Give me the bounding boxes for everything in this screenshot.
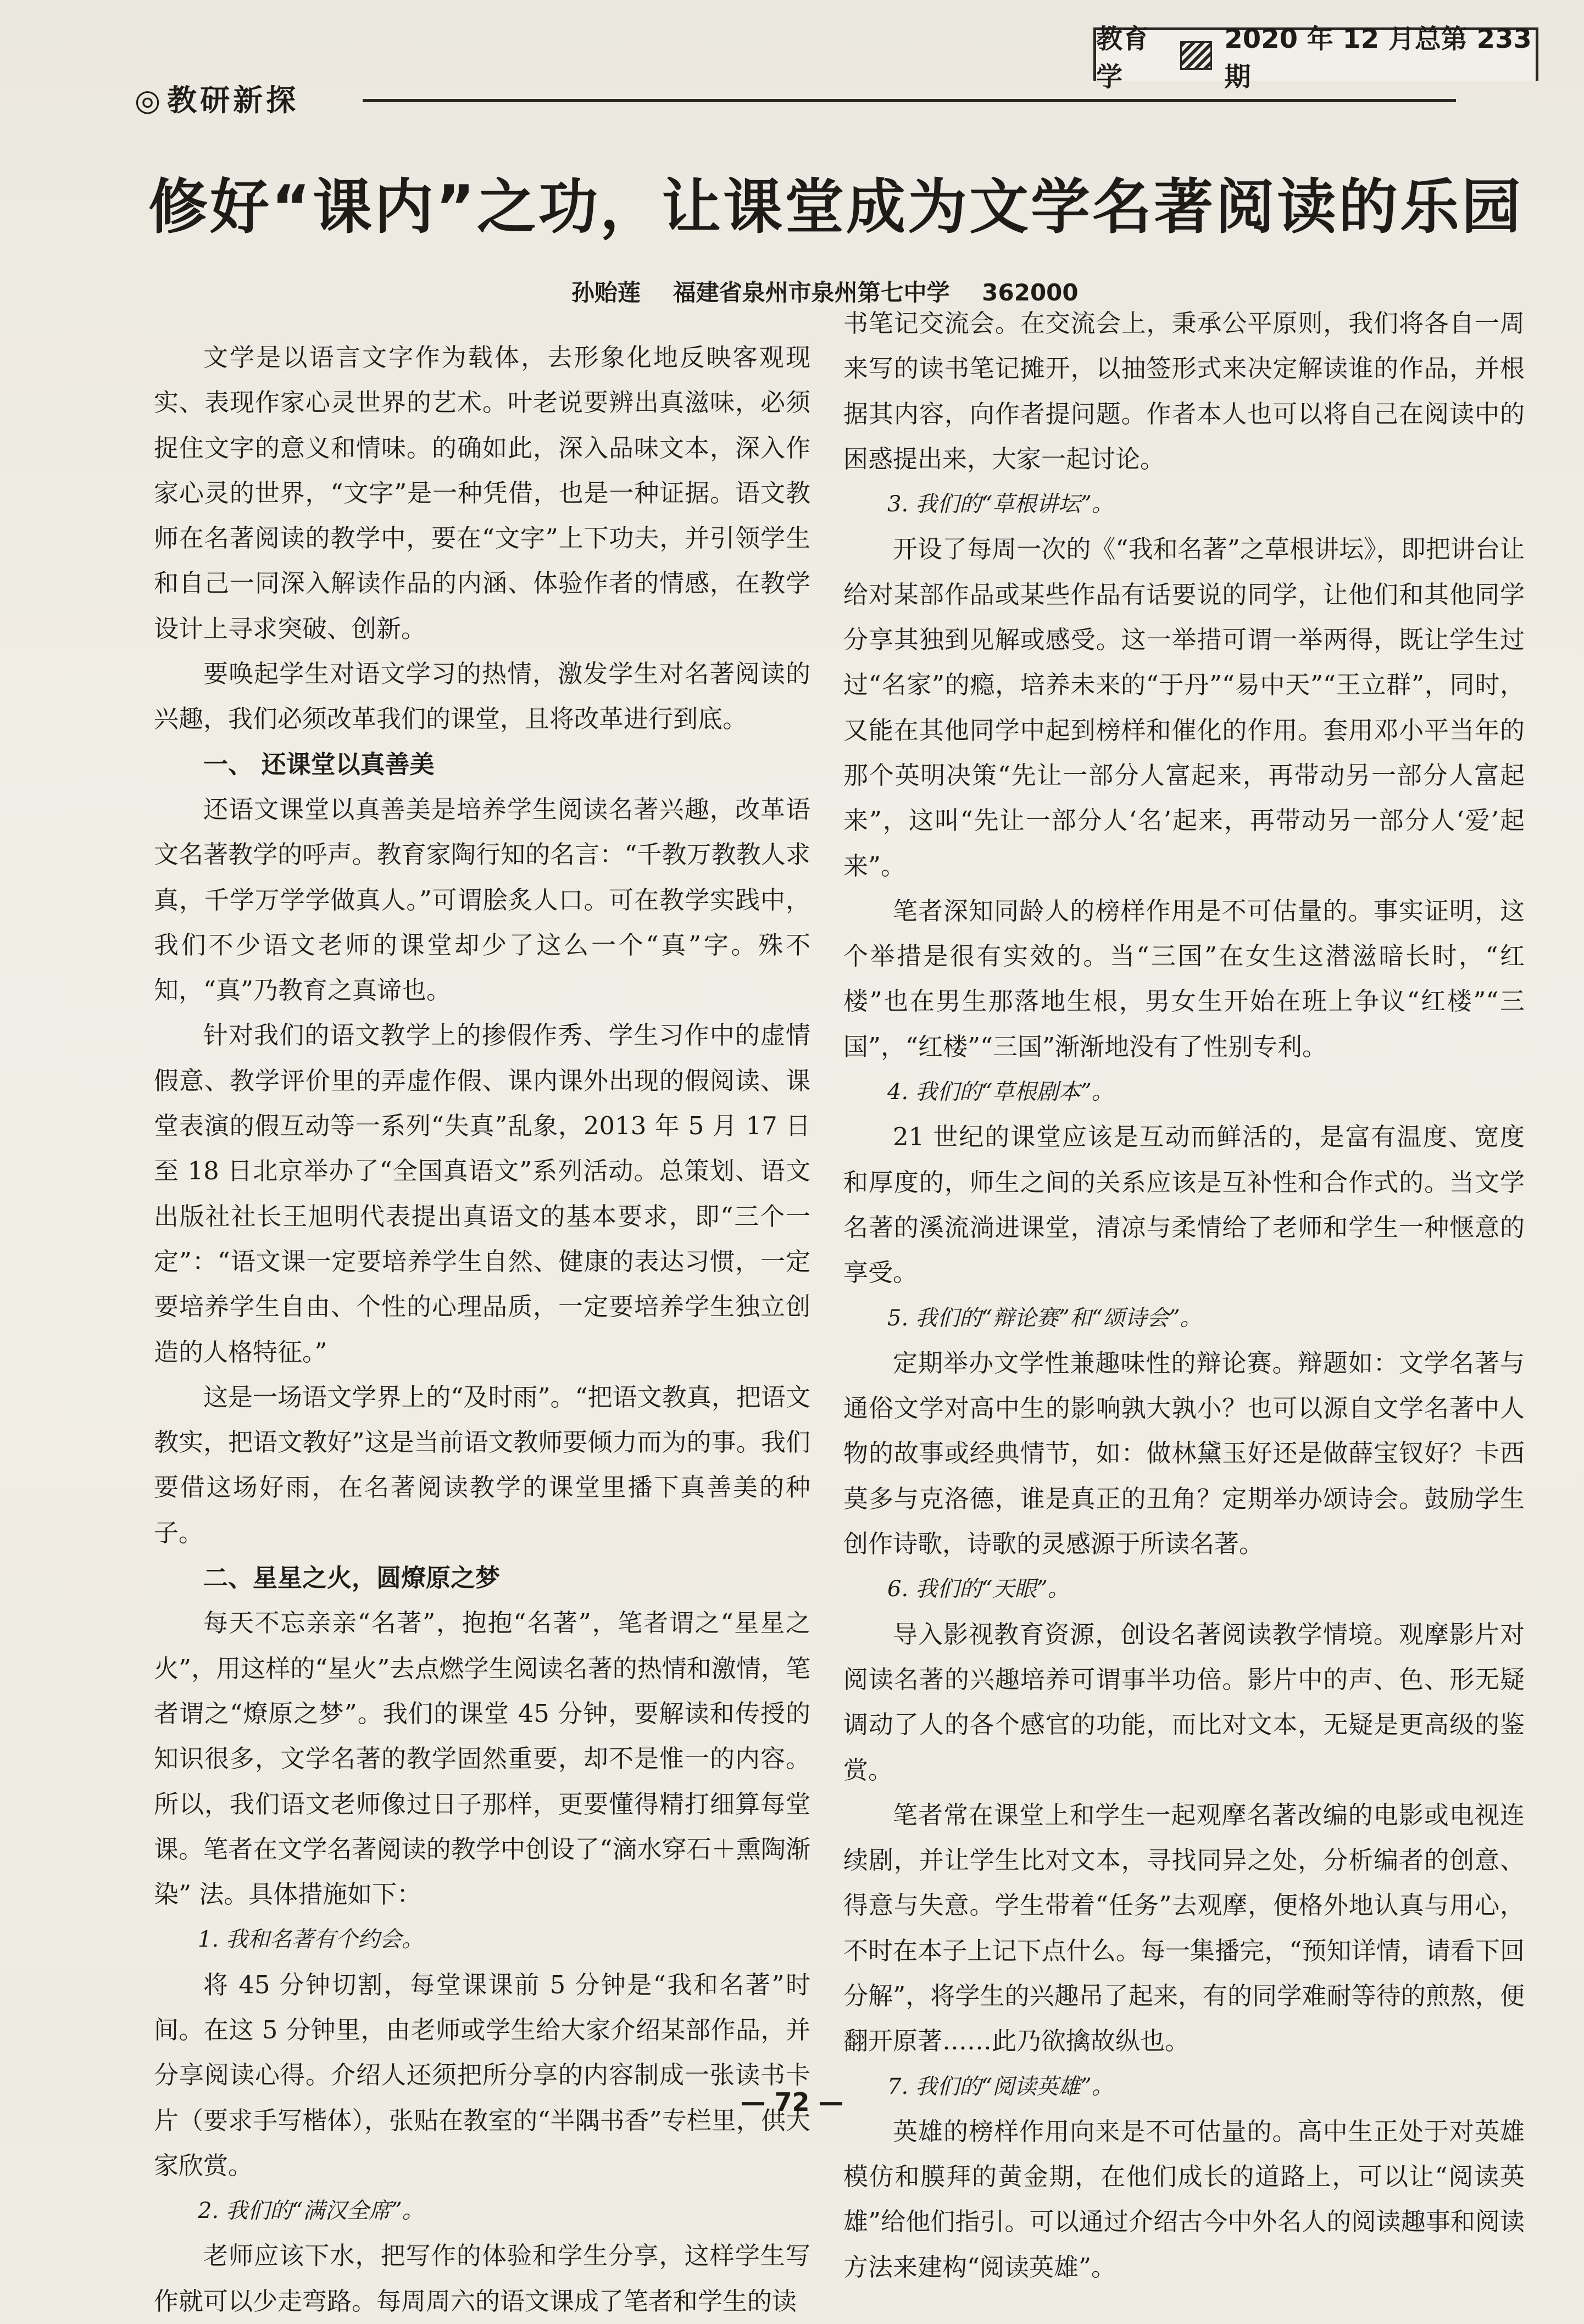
- subsection-heading: 2. 我们的“满汉全席”。: [198, 2198, 424, 2224]
- subsection-heading: 3. 我们的“草根讲坛”。: [887, 492, 1114, 517]
- subsection-heading: 1. 我和名著有个约会。: [198, 1927, 424, 1953]
- body-paragraph: 导入影视教育资源，创设名著阅读教学情境。观摩影片对阅读名著的兴趣培养可谓事半功倍。影片中的声、色、形无疑调动了人的各个感官的功能，而比对文本，无疑是更高级的鉴赏。: [843, 1619, 1525, 1785]
- body-paragraph: 这是一场语文学界上的“及时雨”。“把语文教真，把语文教实，把语文教好”这是当前语文教师要倾力而为的事。我们要借这场好雨，在名著阅读教学的课堂里播下真善美的种子。: [154, 1382, 810, 1547]
- subsection-heading: 7. 我们的“阅读英雄”。: [887, 2074, 1114, 2099]
- body-paragraph: 开设了每周一次的《“我和名著”之草根讲坛》，即把讲台让给对某部作品或某些作品有话要说的同学，让他们和其他同学分享其独到见解或感受。这一举措可谓一举两得，既让学生过过“名家”的瘾，培养未来的“于丹”“易中天”“王立群”，同时，又能在其他同学中起到榜样和催化的作用。套用邓小平当年的那个英明决策“先让一部分人富起来，再带动另一部分人富起来”，这叫“先让一部分人‘名’起来，再带动另一部分人‘爱’起来”。: [843, 534, 1525, 880]
- column-name: 教研新探: [167, 83, 299, 118]
- column-mark-icon: ◎: [135, 83, 164, 118]
- journal-name: 教育学: [1096, 24, 1149, 92]
- body-paragraph: 21 世纪的课堂应该是互动而鲜活的，是富有温度、宽度和厚度的，师生之间的关系应该是互补性和合作式的。当文学名著的溪流淌进课堂，清凉与柔情给了老师和学生一种惬意的享受。: [843, 1122, 1525, 1288]
- subsection-heading: 4. 我们的“草根剧本”。: [887, 1079, 1114, 1105]
- right-column: [843, 301, 1525, 2290]
- postcode: 362000: [982, 279, 1079, 306]
- subsection-heading: 5. 我们的“辩论赛”和“颂诗会”。: [887, 1305, 1202, 1331]
- body-paragraph: 还语文课堂以真善美是培养学生阅读名著兴趣，改革语文名著教学的呼声。教育家陶行知的名言：“千教万教教人求真，千学万学学做真人。”可谓脍炙人口。可在教学实践中，我们不少语文老师的课堂却少了这么一个“真”字。殊不知，“真”乃教育之真谛也。: [154, 794, 810, 1005]
- section-heading: 二、星星之火，圆燎原之梦: [203, 1563, 501, 1593]
- subsection-heading: 6. 我们的“天眼”。: [887, 1576, 1070, 1602]
- page-number: — 72 —: [740, 2087, 844, 2117]
- body-paragraph: 文学是以语言文字作为载体，去形象化地反映客观现实、表现作家心灵世界的艺术。叶老说要辨出真滋味，必须捉住文字的意义和情味。的确如此，深入品味文本，深入作家心灵的世界，“文字”是一种凭借，也是一种证据。语文教师在名著阅读的教学中，要在“文字”上下功夫，并引领学生和自己一同深入解读作品的内涵、体验作者的情感，在教学设计上寻求突破、创新。: [154, 343, 810, 643]
- body-paragraph: 老师应该下水，把写作的体验和学生分享，这样学生写作就可以少走弯路。每周周六的语文课成了笔者和学生的读: [154, 2241, 810, 2316]
- header-rule: [363, 99, 1456, 102]
- column-tag: [135, 77, 299, 119]
- body-paragraph: 针对我们的语文教学上的掺假作秀、学生习作中的虚情假意、教学评价里的弄虚作假、课内课外出现的假阅读、课堂表演的假互动等一系列“失真”乱象，2013 年 5 月 17 日至 18 日北京举办了“全国真语文”系列活动。总策划、语文出版社社长王旭明代表提出真语文的基本要求，即“三个一定”：“语文课一定要培养学生自然、健康的表达习惯，一定要培养学生自由、个性的心理品质，一定要培养学生独立创造的人格特征。”: [154, 1021, 810, 1367]
- body-paragraph: 要唤起学生对语文学习的热情，激发学生对名著阅读的兴趣，我们必须改革我们的课堂，且将改革进行到底。: [154, 659, 810, 734]
- left-column: [154, 335, 810, 2324]
- body-paragraph: 每天不忘亲亲“名著”，抱抱“名著”，笔者谓之“星星之火”，用这样的“星火”去点燃学生阅读名著的热情和激情，笔者谓之“燎原之梦”。我们的课堂 45 分钟，要解读和传授的知识很多，文学名著的教学固然重要，却不是惟一的内容。所以，我们语文老师像过日子那样，更要懂得精打细算每堂课。笔者在文学名著阅读的教学中创设了“滴水穿石＋熏陶渐染” 法。具体措施如下：: [154, 1608, 810, 1909]
- issue-label: 2020 年 12 月总第 233 期: [1224, 24, 1532, 92]
- body-paragraph: 英雄的榜样作用向来是不可估量的。高中生正处于对英雄模仿和膜拜的黄金期，在他们成长的道路上，可以让“阅读英雄”给他们指引。可以通过介绍古今中外名人的阅读趣事和阅读方法来建构“阅读英雄”。: [843, 2116, 1525, 2282]
- author-affiliation: 福建省泉州市泉州第七中学: [672, 279, 950, 306]
- issue-box: [1093, 24, 1538, 92]
- author-name: 孙贻莲: [571, 279, 641, 306]
- body-paragraph: 将 45 分钟切割，每堂课课前 5 分钟是“我和名著”时间。在这 5 分钟里，由老师或学生给大家介绍某部作品，并分享阅读心得。介绍人还须把所分享的内容制成一张读书卡片（要求手写楷体），张贴在教室的“半隅书香”专栏里，供大家欣赏。: [154, 1970, 810, 2180]
- body-paragraph: 笔者深知同龄人的榜样作用是不可估量的。事实证明，这个举措是很有实效的。当“三国”在女生这潜滋暗长时，“红楼”也在男生那落地生根，男女生开始在班上争议“红楼”“三国”，“红楼”“三国”渐渐地没有了性别专利。: [843, 896, 1525, 1061]
- article-title: 修好“课内”之功，让课堂成为文学名著阅读的乐园: [148, 173, 1523, 242]
- hatched-box-icon: [1180, 41, 1213, 70]
- body-paragraph: 定期举办文学性兼趣味性的辩论赛。辩题如：文学名著与通俗文学对高中生的影响孰大孰小？也可以源自文学名著中人物的故事或经典情节，如：做林黛玉好还是做薛宝钗好？卡西莫多与克洛德，谁是真正的丑角？定期举办颂诗会。鼓励学生创作诗歌，诗歌的灵感源于所读名著。: [843, 1348, 1525, 1559]
- section-heading: 一、 还课堂以真善美: [203, 749, 435, 779]
- continued-paragraph: 书笔记交流会。在交流会上，秉承公平原则，我们将各自一周来写的读书笔记摊开，以抽签形式来决定解读谁的作品，并根据其内容，向作者提问题。作者本人也可以将自己在阅读中的困惑提出来，大家一起讨论。: [843, 309, 1525, 473]
- body-paragraph: 笔者常在课堂上和学生一起观摩名著改编的电影或电视连续剧，并让学生比对文本，寻找同异之处，分析编者的创意、得意与失意。学生带着“任务”去观摩，便格外地认真与用心，不时在本子上记下点什么。每一集播完，“预知详情，请看下回分解”，将学生的兴趣吊了起来，有的同学难耐等待的煎熬，便翻开原著……此乃欲擒故纵也。: [843, 1800, 1525, 2056]
